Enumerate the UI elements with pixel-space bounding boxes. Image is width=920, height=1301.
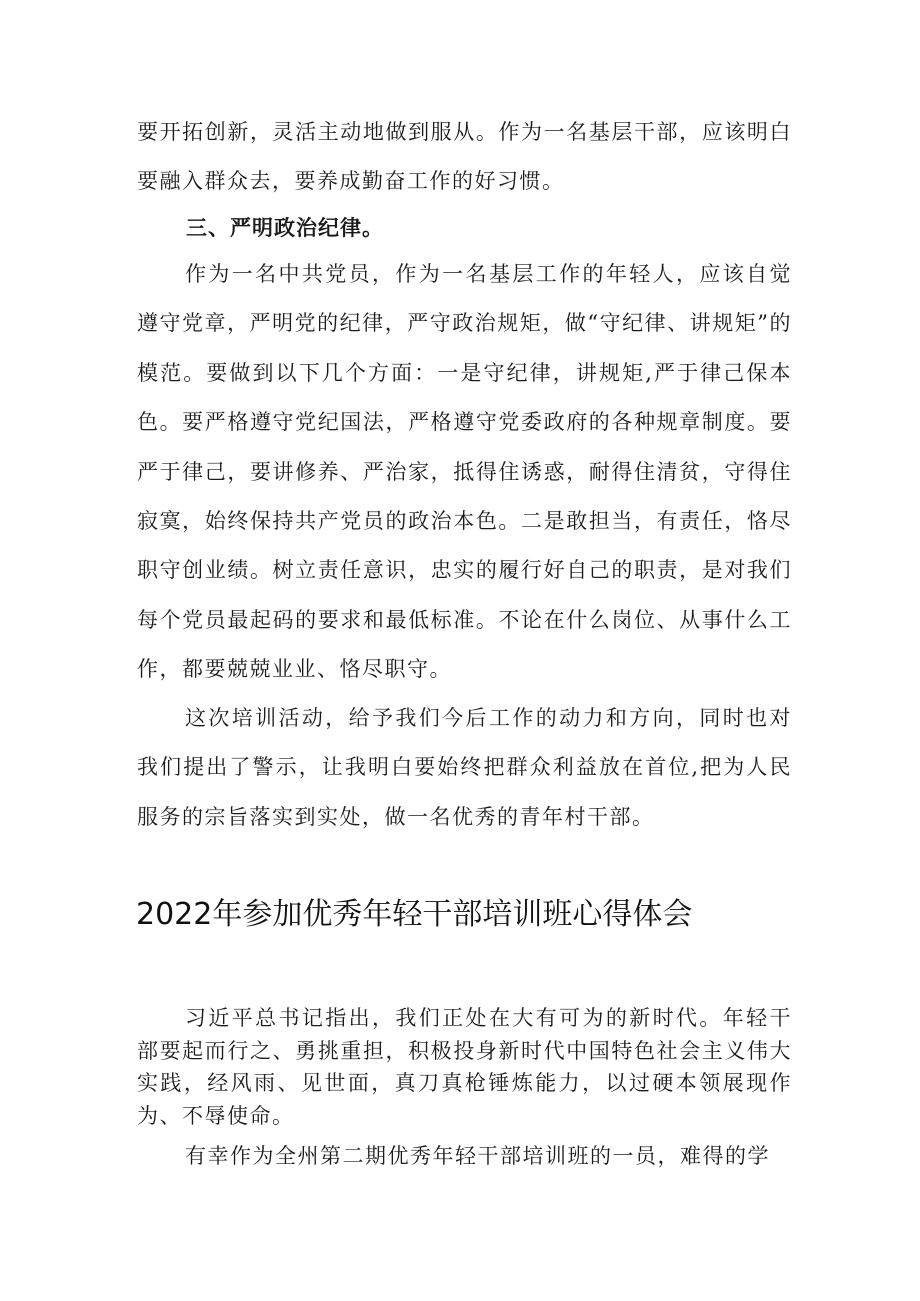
paragraph-3: 这次培训活动，给予我们今后工作的动力和方向，同时也对我们提出了警示，让我明白要始终把群众利益放在首位,把为人民服务的宗旨落实到实处，做一名优秀的青年村干部。 (137, 706, 792, 829)
section-heading: 三、严明政治纪律。 (186, 216, 384, 240)
paragraph-1: 要开拓创新，灵活主动地做到服从。作为一名基层干部，应该明白要融入群众去，要养成勤奋工作的好习惯。 (137, 120, 792, 194)
paragraph-4: 习近平总书记指出，我们正处在大有可为的新时代。年轻干部要起而行之、勇挑重担，积极投身新时代中国特色社会主义伟大实践，经风雨、见世面，真刀真枪锤炼能力，以过硬本领展现作为、不辱使命。 (137, 1006, 792, 1128)
article-title: 2022年参加优秀年轻干部培训班心得体会 (136, 897, 693, 932)
paragraph-5: 有幸作为全州第二期优秀年轻干部培训班的一员，难得的学 (185, 1144, 770, 1168)
paragraph-2: 作为一名中共党员，作为一名基层工作的年轻人，应该自觉遵守党章，严明党的纪律，严守政治规矩，做“守纪律、讲规矩”的模范。要做到以下几个方面：一是守纪律，讲规矩,严于律己保本色。要严格遵守党纪国法，严格遵守党委政府的各种规章制度。要严于律己，要讲修养、严治家，抵得住诱惑，耐得住清贫，守得住寂寞，始终保持共产党员的政治本色。二是敢担当，有责任，恪尽职守创业绩。树立责任意识，忠实的履行好自己的职责，是对我们每个党员最起码的要求和最低标准。不论在什么岗位、从事什么工作，都要兢兢业业、恪尽职守。 (137, 262, 792, 682)
